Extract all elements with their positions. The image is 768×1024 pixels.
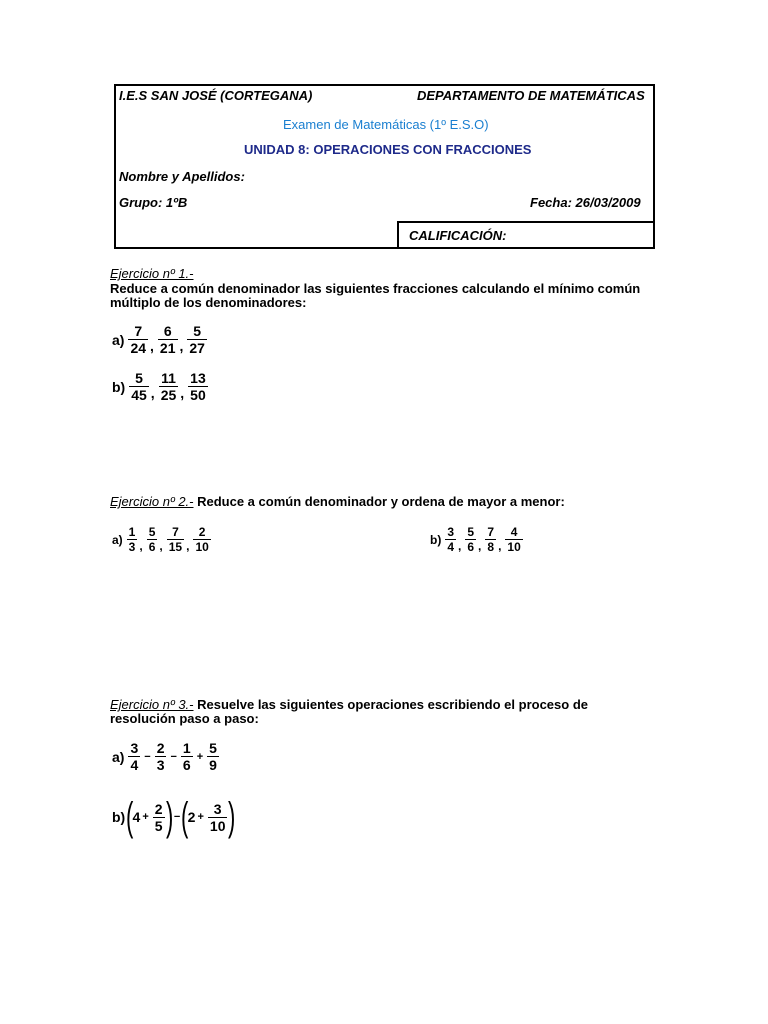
whole-number: 2 [187, 809, 196, 825]
numerator: 7 [134, 323, 143, 339]
fraction [155, 740, 167, 773]
item-label: a) [112, 748, 125, 765]
denominator: 4 [447, 540, 455, 554]
denominator: 6 [182, 757, 191, 773]
exercise2-line [110, 494, 565, 509]
fraction [485, 525, 496, 554]
left-paren: ( [126, 795, 134, 839]
denominator: 9 [209, 757, 217, 773]
item-label: b) [112, 809, 126, 825]
denominator: 5 [154, 817, 163, 834]
numerator: 5 [193, 323, 202, 339]
minus-operator: − [144, 750, 151, 763]
denominator: 24 [130, 340, 147, 356]
fraction [445, 525, 456, 554]
fraction [128, 323, 148, 356]
school-name: I.E.S SAN JOSÉ (CORTEGANA) [119, 88, 313, 103]
numerator: 5 [467, 525, 475, 539]
exercise1-label: Ejercicio nº 1.- [110, 266, 194, 281]
item-label: a) [112, 532, 123, 547]
denominator: 21 [159, 340, 176, 356]
fraction [465, 525, 476, 554]
fraction [147, 525, 158, 554]
comma: , [498, 538, 502, 553]
fraction [181, 740, 193, 773]
numerator: 1 [182, 740, 191, 756]
numerator: 5 [209, 740, 217, 756]
exercise3-text-line1: Resuelve las siguientes operaciones escribiendo el proceso de [193, 697, 588, 712]
numerator: 7 [172, 525, 179, 539]
fraction [158, 323, 178, 356]
comma: , [139, 538, 143, 553]
numerator: 2 [198, 525, 206, 539]
fraction [208, 801, 228, 834]
comma: , [180, 384, 185, 401]
exam-title: Examen de Matemáticas (1º E.S.O) [283, 117, 489, 132]
exercise1-label-line [110, 266, 194, 281]
denominator: 6 [467, 540, 475, 554]
grade-box [397, 221, 655, 249]
denominator: 8 [487, 540, 495, 554]
numerator: 3 [130, 740, 139, 756]
exercise2-item-a [112, 525, 213, 554]
minus-operator: − [170, 750, 177, 763]
fraction [159, 370, 179, 403]
fraction [129, 370, 149, 403]
name-label: Nombre y Apellidos: [119, 169, 245, 184]
exercise1-item-a [112, 323, 209, 356]
item-label: a) [112, 331, 125, 348]
item-label: b) [112, 378, 126, 395]
exercise2-item-b [430, 525, 525, 554]
exercise3-label: Ejercicio nº 3.- [110, 697, 194, 712]
exercise3-item-a [112, 740, 221, 773]
denominator: 27 [189, 340, 205, 356]
denominator: 50 [190, 387, 206, 403]
numerator: 2 [154, 800, 163, 817]
fraction [153, 801, 165, 834]
numerator: 2 [156, 740, 165, 756]
department-name: DEPARTAMENTO DE MATEMÁTICAS [417, 88, 645, 103]
fraction [505, 525, 522, 554]
comma: , [458, 538, 462, 553]
denominator: 3 [128, 540, 136, 554]
denominator: 10 [195, 540, 209, 554]
item-label: b) [430, 532, 442, 547]
plus-operator: + [196, 750, 204, 763]
numerator: 5 [148, 525, 156, 539]
comma: , [186, 538, 190, 553]
numerator: 5 [135, 370, 143, 386]
comma: , [150, 384, 155, 401]
fraction [167, 525, 184, 554]
denominator: 6 [148, 540, 156, 554]
denominator: 25 [160, 387, 177, 403]
exercise3-item-b [112, 797, 235, 837]
fraction [128, 740, 140, 773]
denominator: 15 [168, 540, 183, 554]
fraction [207, 740, 219, 773]
comma: , [478, 538, 482, 553]
whole-number: 4 [132, 809, 141, 825]
numerator: 3 [447, 525, 455, 539]
fraction [187, 323, 207, 356]
comma: , [179, 337, 184, 354]
fraction [188, 370, 208, 403]
date-label: Fecha: 26/03/2009 [530, 195, 641, 210]
right-paren: ) [165, 795, 173, 839]
plus-operator: + [197, 811, 204, 823]
numerator: 13 [190, 370, 206, 386]
denominator: 45 [131, 387, 147, 403]
numerator: 3 [213, 800, 222, 817]
exercise1-text-line1: Reduce a común denominador las siguientes fracciones calculando el mínimo común [110, 281, 641, 296]
comma: , [150, 337, 154, 354]
numerator: 4 [510, 525, 518, 539]
numerator: 1 [128, 525, 136, 539]
unit-title: UNIDAD 8: OPERACIONES CON FRACCIONES [244, 142, 532, 157]
denominator: 10 [507, 540, 521, 554]
numerator: 7 [487, 525, 495, 539]
plus-operator: + [142, 811, 149, 823]
right-paren: ) [228, 795, 236, 839]
numerator: 11 [161, 370, 176, 386]
fraction [193, 525, 210, 554]
denominator: 4 [130, 757, 139, 773]
denominator: 10 [209, 817, 226, 834]
exercise1-item-b [112, 370, 210, 403]
fraction [127, 525, 138, 554]
minus-operator: − [173, 811, 181, 823]
exercise3-line1 [110, 697, 588, 712]
left-paren: ( [181, 795, 189, 839]
exercise2-label: Ejercicio nº 2.- [110, 494, 194, 509]
numerator: 6 [163, 323, 172, 339]
comma: , [159, 538, 163, 553]
exercise2-text: Reduce a común denominador y ordena de mayor a menor: [193, 494, 565, 509]
group-label: Grupo: 1ºB [119, 195, 188, 210]
grade-label: CALIFICACIÓN: [409, 228, 507, 243]
exercise3-text-line2: resolución paso a paso: [110, 711, 259, 726]
exercise1-text-line2: múltiplo de los denominadores: [110, 295, 307, 310]
denominator: 3 [156, 757, 165, 773]
